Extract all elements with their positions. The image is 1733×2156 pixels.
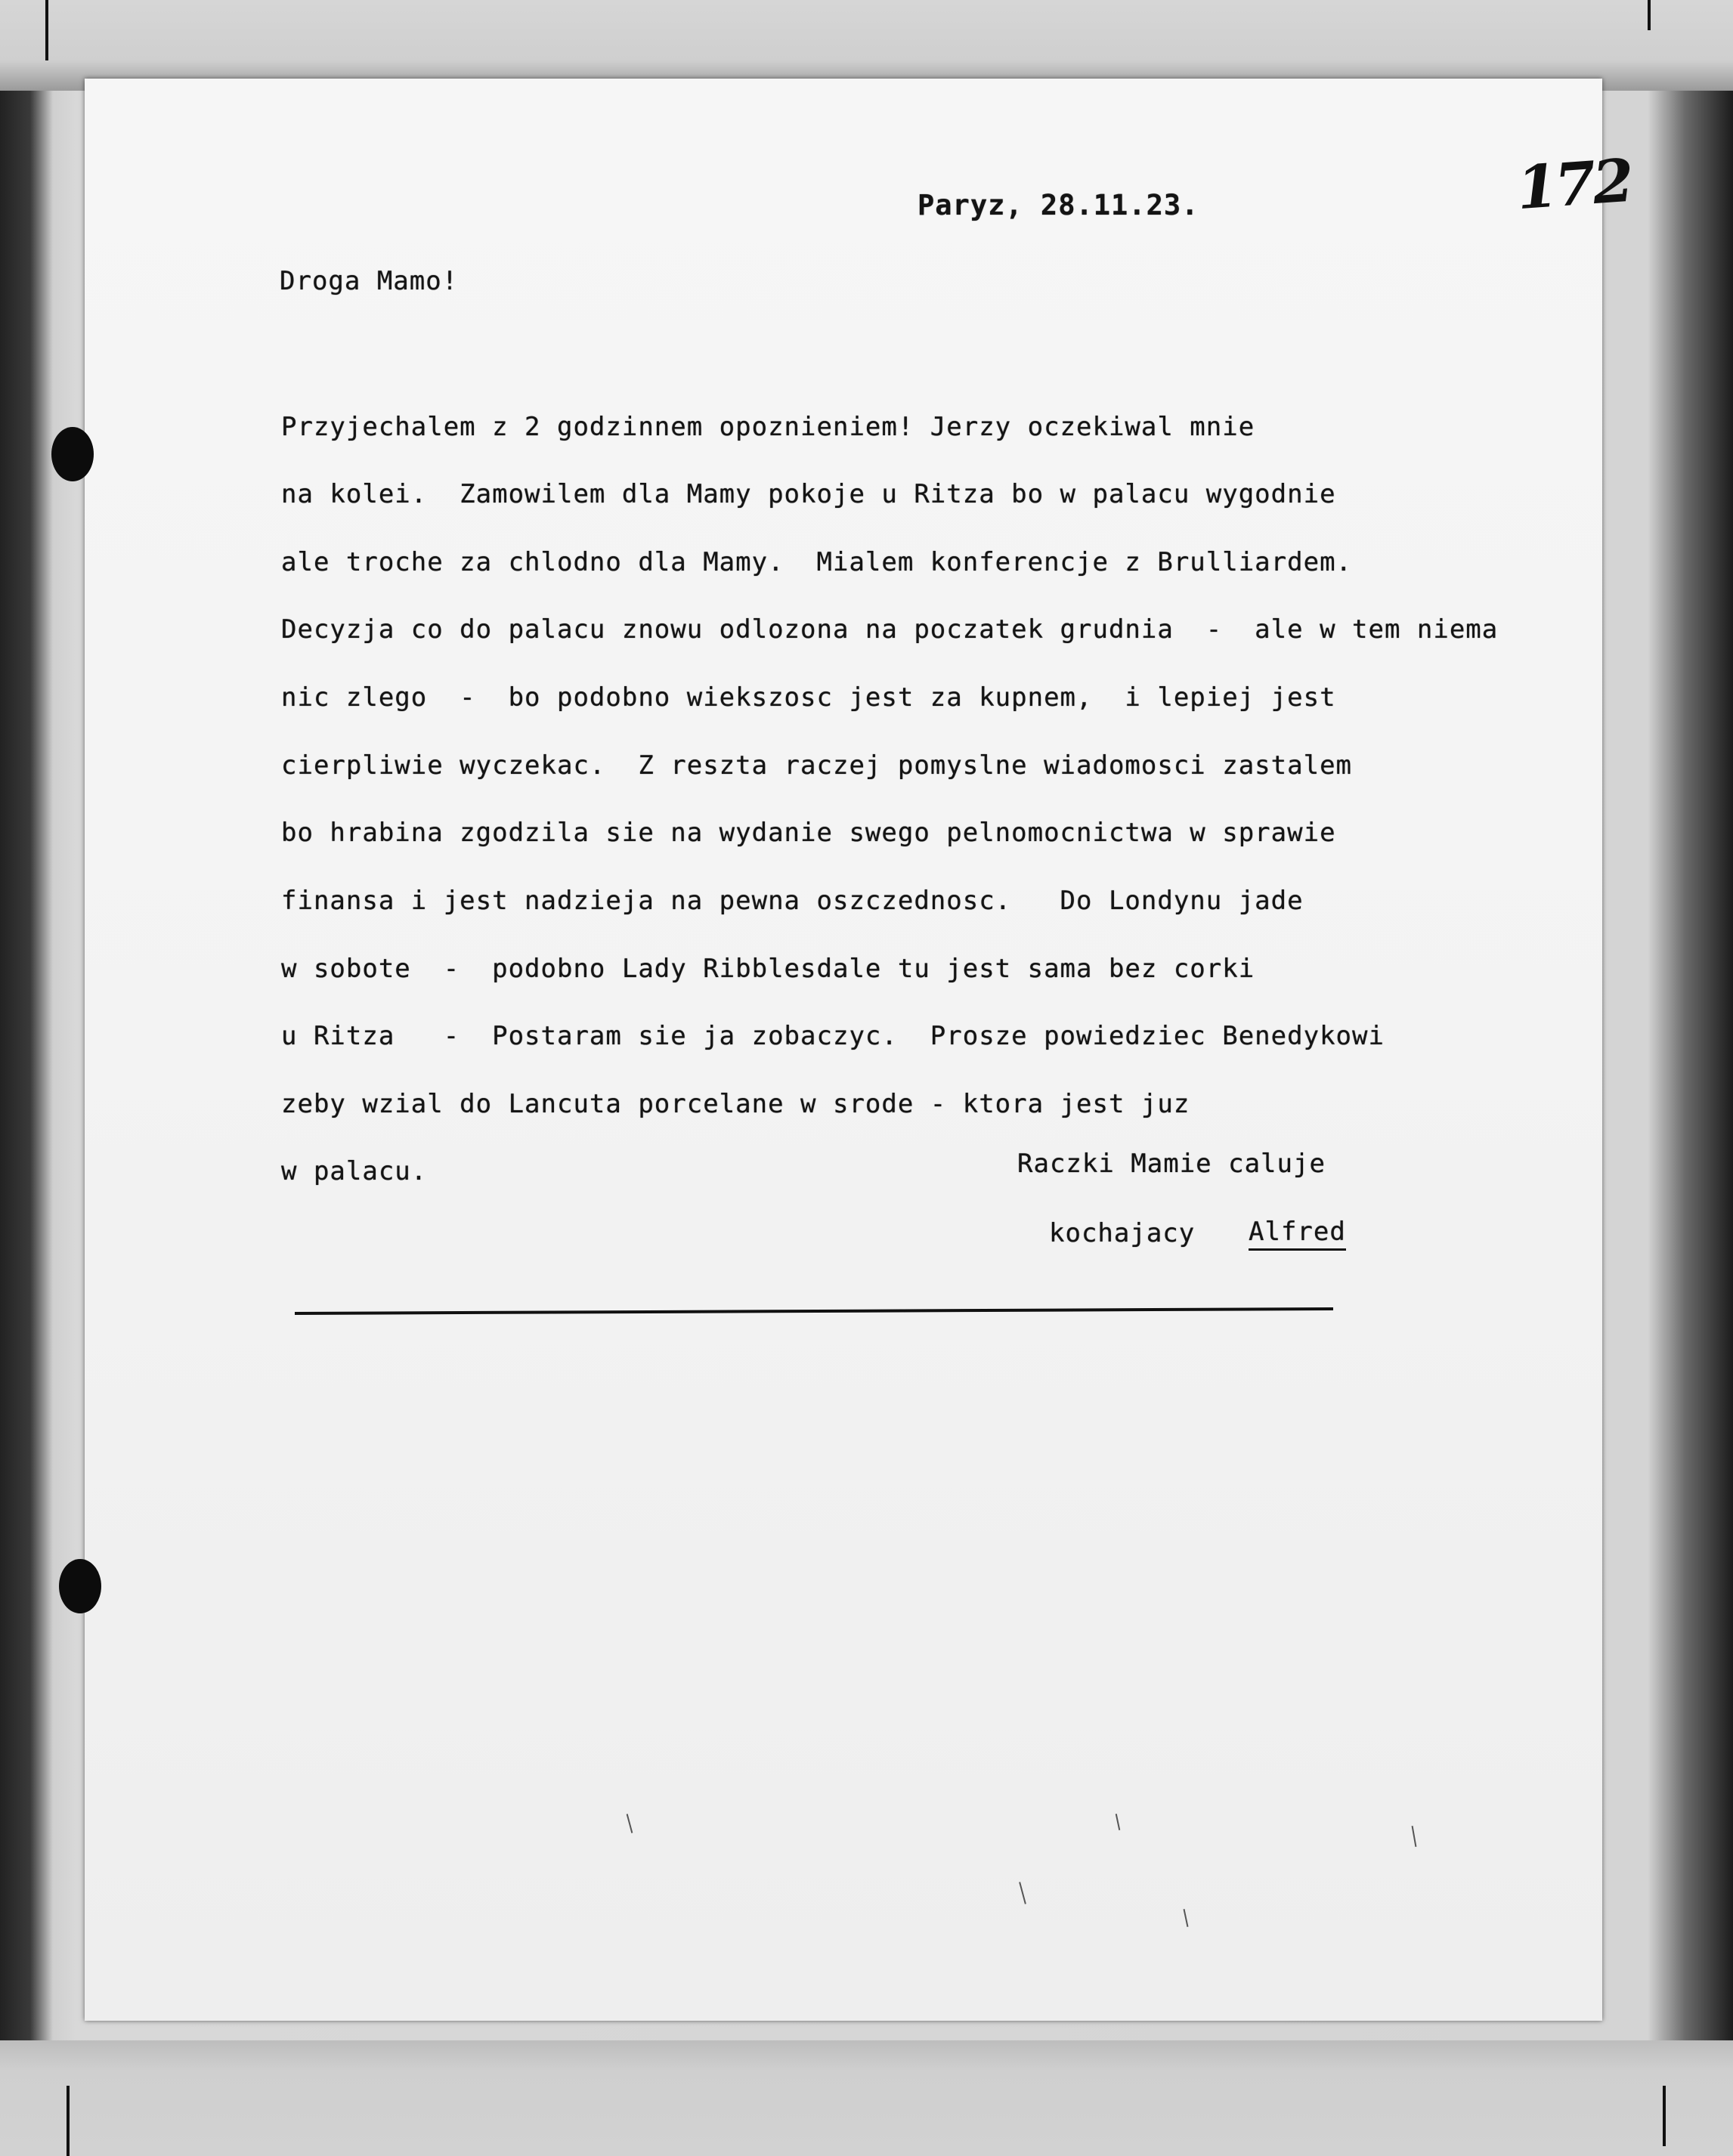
body-line: bo hrabina zgodzila sie na wydanie swego pelnomocnictwa w sprawie [281,818,1336,848]
signature-prefix: kochajacy [1049,1218,1196,1248]
folio-number: 172 [1515,146,1633,224]
body-line: ale troche za chlodno dla Mamy. Mialem konferencje z Brulliardem. [281,547,1353,577]
body-line: nic zlego - bo podobno wiekszosc jest za kupnem, i lepiej jest [281,682,1336,713]
punch-hole [59,1559,101,1613]
closing: Raczki Mamie caluje [1017,1149,1326,1179]
punch-hole [51,427,94,481]
body-line: cierpliwie wyczekac. Z reszta raczej pomyslne wiadomosci zastalem [281,750,1353,781]
body-line: w sobote - podobno Lady Ribblesdale tu jest sama bez corki [281,954,1255,984]
place-date: Paryz, 28.11.23. [918,189,1199,221]
body-line: finansa i jest nadzieja na pewna oszczednosc. Do Londynu jade [281,886,1304,916]
body-line: u Ritza - Postaram sie ja zobaczyc. Prosze powiedziec Benedykowi [281,1021,1385,1051]
signature-name: Alfred [1249,1217,1346,1251]
body-line: na kolei. Zamowilem dla Mamy pokoje u Ritza bo w palacu wygodnie [281,479,1336,509]
edge-mark [1648,0,1651,30]
scan-top-margin [0,0,1733,91]
body-line: zeby wzial do Lancuta porcelane w srode - ktora jest juz [281,1089,1190,1119]
edge-mark [45,0,48,60]
salutation: Droga Mamo! [280,266,459,296]
edge-mark [67,2086,70,2156]
edge-mark [1663,2086,1666,2146]
body-line: Przyjechalem z 2 godzinnem opoznieniem! Jerzy oczekiwal mnie [281,412,1255,442]
scan-bottom-margin [0,2040,1733,2156]
body-line: w palacu. [281,1156,428,1186]
body-line: Decyzja co do palacu znowu odlozona na poczatek grudnia - ale w tem niema [281,614,1499,645]
